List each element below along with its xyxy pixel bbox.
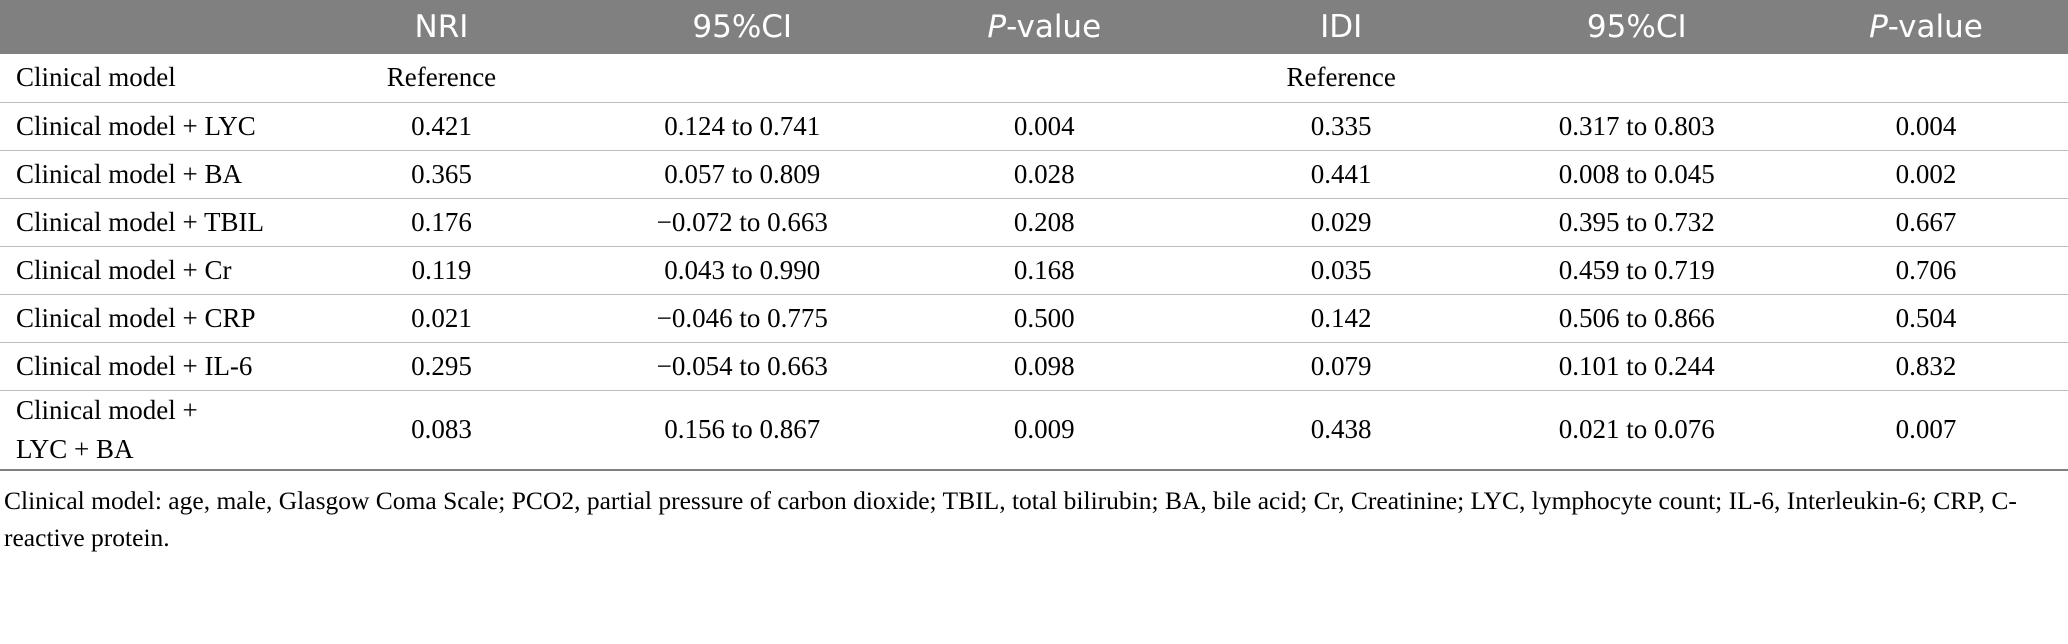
cell-pvalue-nri: 0.004 [896,102,1193,150]
cell-nri: 0.295 [294,342,588,390]
table-row [0,342,2068,390]
cell-ci-idi: 0.506 to 0.866 [1490,294,1784,342]
cell-pvalue-idi: 0.002 [1784,150,2068,198]
header-cell-pvalue-nri [896,0,1193,54]
cell-pvalue-idi: 0.007 [1784,390,2068,470]
cell-pvalue-nri: 0.009 [896,390,1193,470]
pvalue-suffix: -value [1887,9,1983,45]
header-cell-nri: NRI [294,0,588,54]
header-cell-blank [0,0,294,54]
cell-idi: 0.142 [1193,294,1490,342]
row-label: Clinical model + LYC [0,102,294,150]
cell-pvalue-nri [896,54,1193,102]
row-label-line1: Clinical model + [16,394,198,425]
cell-ci-nri: −0.054 to 0.663 [589,342,896,390]
row-label-line2: LYC + BA [16,433,134,464]
header-cell-ci-nri: 95%CI [589,0,896,54]
cell-nri: 0.119 [294,246,588,294]
header-cell-pvalue-idi [1784,0,2068,54]
cell-pvalue-idi: 0.667 [1784,198,2068,246]
cell-ci-nri: 0.057 to 0.809 [589,150,896,198]
cell-ci-idi: 0.101 to 0.244 [1490,342,1784,390]
table-row [0,198,2068,246]
cell-pvalue-idi: 0.832 [1784,342,2068,390]
row-label: Clinical model + CRP [0,294,294,342]
cell-pvalue-nri: 0.168 [896,246,1193,294]
cell-pvalue-idi [1784,54,2068,102]
row-label: Clinical model + TBIL [0,198,294,246]
cell-pvalue-nri: 0.208 [896,198,1193,246]
cell-pvalue-idi: 0.004 [1784,102,2068,150]
cell-nri: 0.083 [294,390,588,470]
cell-pvalue-nri: 0.098 [896,342,1193,390]
cell-ci-idi: 0.008 to 0.045 [1490,150,1784,198]
cell-pvalue-nri: 0.028 [896,150,1193,198]
cell-ci-idi: 0.021 to 0.076 [1490,390,1784,470]
cell-pvalue-idi: 0.504 [1784,294,2068,342]
cell-nri: 0.421 [294,102,588,150]
cell-nri: 0.021 [294,294,588,342]
cell-ci-idi [1490,54,1784,102]
cell-ci-nri: 0.124 to 0.741 [589,102,896,150]
cell-nri: 0.365 [294,150,588,198]
cell-ci-nri: 0.043 to 0.990 [589,246,896,294]
cell-pvalue-nri: 0.500 [896,294,1193,342]
cell-ci-nri [589,54,896,102]
row-label: Clinical model + IL-6 [0,342,294,390]
row-label: Clinical model [0,54,294,102]
table-row [0,246,2068,294]
cell-idi: 0.035 [1193,246,1490,294]
cell-idi: 0.335 [1193,102,1490,150]
row-label: Clinical model + BA [0,150,294,198]
table-body [0,54,2068,470]
cell-idi: 0.079 [1193,342,1490,390]
cell-idi: 0.441 [1193,150,1490,198]
cell-pvalue-idi: 0.706 [1784,246,2068,294]
cell-ci-nri: −0.072 to 0.663 [589,198,896,246]
row-label [0,390,294,470]
cell-ci-idi: 0.459 to 0.719 [1490,246,1784,294]
header-cell-idi: IDI [1193,0,1490,54]
table-header [0,0,2068,54]
header-cell-ci-idi: 95%CI [1490,0,1784,54]
table-footnote: Clinical model: age, male, Glasgow Coma Scale; PCO2, partial pressure of carbon dioxide; TBIL, total bilirubin; BA, bile acid; Cr, Creatinine; LYC, lymphocyte count; IL-6, Interleukin-6; CRP, C-reactive protein. [4,485,2017,552]
cell-ci-nri: −0.046 to 0.775 [589,294,896,342]
cell-ci-idi: 0.395 to 0.732 [1490,198,1784,246]
table-row [0,150,2068,198]
header-row [0,0,2068,54]
table-row [0,102,2068,150]
cell-idi: 0.029 [1193,198,1490,246]
cell-ci-nri: 0.156 to 0.867 [589,390,896,470]
pvalue-italic-p: P [1869,9,1888,45]
row-label: Clinical model + Cr [0,246,294,294]
table-row [0,294,2068,342]
cell-idi: 0.438 [1193,390,1490,470]
pvalue-italic-p: P [987,9,1007,45]
cell-ci-idi: 0.317 to 0.803 [1490,102,1784,150]
pvalue-suffix: -value [1006,9,1102,45]
cell-nri: Reference [294,54,588,102]
cell-nri: 0.176 [294,198,588,246]
table-row [0,54,2068,102]
cell-idi: Reference [1193,54,1490,102]
table-row [0,390,2068,470]
